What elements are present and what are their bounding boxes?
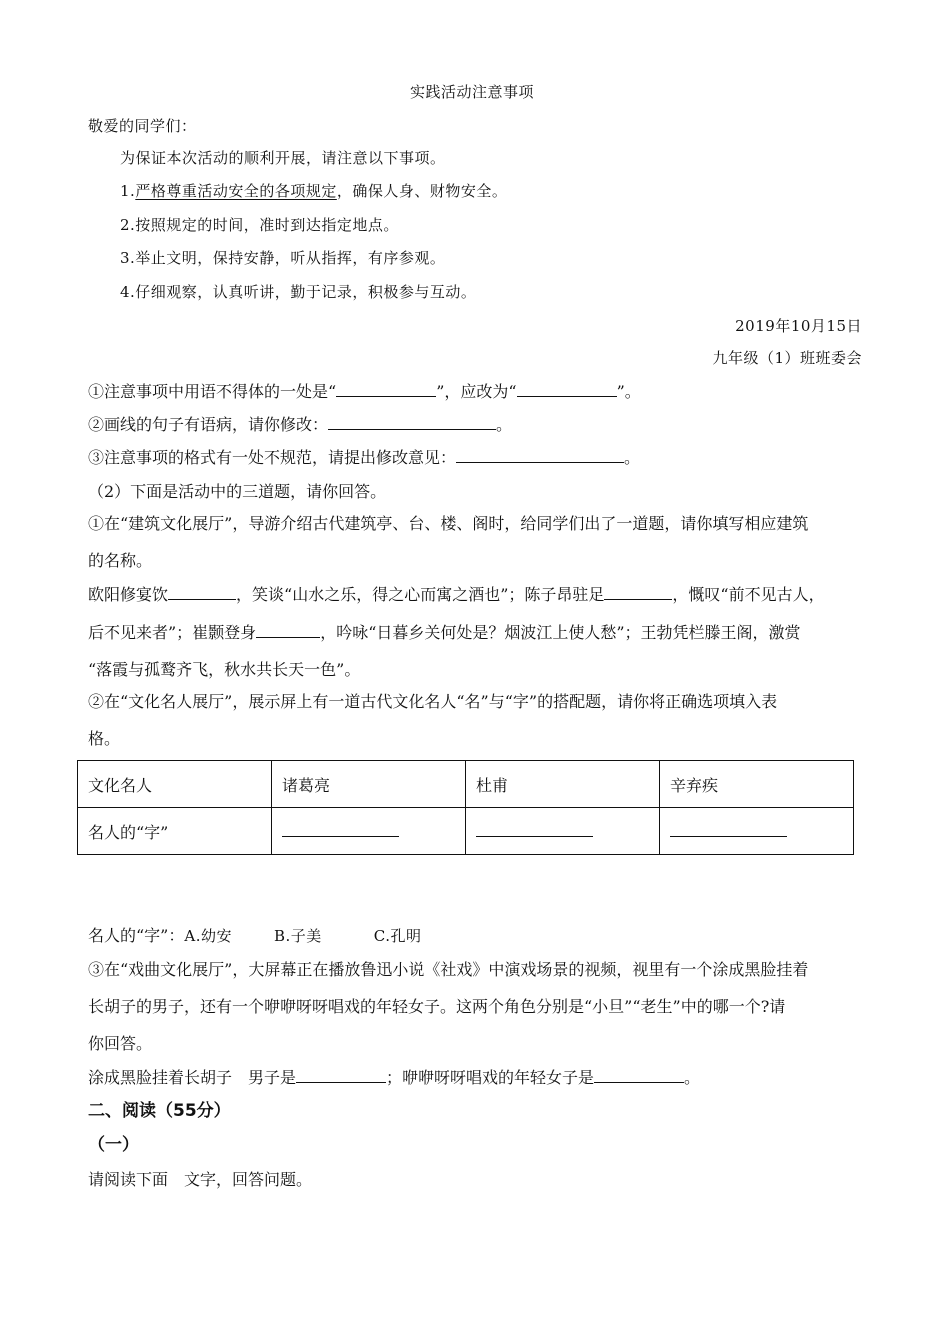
- q1-blank-1[interactable]: [336, 382, 436, 397]
- q2-text-a: ②画线的句子有语病，请你修改：: [88, 415, 329, 434]
- p1-fill1-text-c: ，慨叹“前不见古人，: [672, 585, 825, 604]
- q3-text-b: 。: [624, 448, 641, 467]
- notice-intro: 为保证本次活动的顺利开展，请注意以下事项。: [120, 149, 446, 167]
- notice-signature: 九年级（1）班班委会: [712, 349, 862, 367]
- p1-line-2: 的名称。: [88, 551, 153, 570]
- notice-item-2: 2.按照规定的时间，准时到达指定地点。: [120, 216, 399, 234]
- p3-line-1: ③在“戏曲文化展厅”，大屏幕正在播放鲁迅小说《社戏》中演戏场景的视频，视里有一个涂成黑脸挂着: [88, 960, 809, 979]
- p1-fill-line-3: “落霞与孤鹜齐飞，秋水共长天一色”。: [88, 660, 361, 679]
- answer-blank[interactable]: [476, 822, 593, 837]
- question-3: [88, 448, 640, 468]
- table-answer-cell[interactable]: [272, 808, 466, 855]
- p3-blank-1[interactable]: [296, 1068, 386, 1083]
- item-1-number: 1.: [120, 182, 136, 200]
- table-answer-cell[interactable]: [660, 808, 854, 855]
- p3-answer-text-c: 。: [684, 1068, 701, 1087]
- question-1: [88, 382, 641, 402]
- name-courtesy-table: [77, 760, 854, 855]
- notice-title: 实践活动注意事项: [410, 83, 535, 101]
- p3-answer-text-b: ；咿咿呀呀唱戏的年轻女子是: [386, 1068, 595, 1087]
- option-c: C.孔明: [373, 927, 422, 945]
- q1-text-b: ”，应改为“: [436, 382, 517, 401]
- q1-blank-2[interactable]: [517, 382, 617, 397]
- notice-date: 2019年10月15日: [735, 317, 862, 335]
- underlined-sentence: 严格尊重活动安全的各项规定: [135, 182, 337, 200]
- options-line: [88, 926, 422, 946]
- q3-blank[interactable]: [456, 448, 624, 463]
- p3-answer-line: [88, 1068, 700, 1088]
- q2-text-b: 。: [496, 415, 513, 434]
- p1-line-1: ①在“建筑文化展厅”，导游介绍古代建筑亭、台、楼、阁时，给同学们出了一道题，请你填写相应建筑: [88, 514, 809, 533]
- table-row: [78, 761, 854, 808]
- p1-fill1-text-b: ，笑谈“山水之乐，得之心而寓之酒也”；陈子昂驻足: [236, 585, 605, 604]
- p1-fill-line-2: [88, 623, 801, 643]
- p2-line-1: ②在“文化名人展厅”，展示屏上有一道古代文化名人“名”与“字”的搭配题，请你将正确选项填入表: [88, 692, 778, 711]
- p3-line-2: 长胡子的男子，还有一个咿咿呀呀唱戏的年轻女子。这两个角色分别是“小旦”“老生”中的哪一个?请: [88, 997, 786, 1016]
- table-header-cell: 文化名人: [78, 761, 272, 808]
- p3-answer-text-a: 涂成黑脸挂着长胡子 男子是: [88, 1068, 297, 1087]
- question-2: [88, 415, 512, 435]
- options-label: 名人的“字”：: [88, 926, 185, 945]
- reading-section-title: 二、阅读（55分）: [88, 1101, 231, 1121]
- option-b: B.子美: [273, 927, 322, 945]
- q1-text-c: ”。: [616, 382, 641, 401]
- q1-text-a: ①注意事项中用语不得体的一处是“: [88, 382, 337, 401]
- reading-instruction: 请阅读下面 文字，回答问题。: [88, 1170, 313, 1189]
- p1-fill2-text-b: ，吟咏“日暮乡关何处是？烟波江上使人愁”；王勃凭栏滕王阁，激赏: [320, 623, 801, 642]
- notice-item-1: [120, 181, 507, 201]
- p1-fill1-text-a: 欧阳修宴饮: [88, 585, 169, 604]
- p3-line-3: 你回答。: [88, 1034, 153, 1053]
- answer-blank[interactable]: [670, 822, 787, 837]
- q3-text-a: ③注意事项的格式有一处不规范，请提出修改意见：: [88, 448, 457, 467]
- p1-blank-2[interactable]: [604, 585, 672, 600]
- notice-greeting: 敬爱的同学们：: [88, 117, 197, 135]
- q2-blank[interactable]: [328, 415, 496, 430]
- p2-line-2: 格。: [88, 729, 121, 748]
- p1-blank-1[interactable]: [168, 585, 236, 600]
- table-answer-cell[interactable]: [466, 808, 660, 855]
- table-header-cell: 诸葛亮: [272, 761, 466, 808]
- answer-blank[interactable]: [282, 822, 399, 837]
- p1-blank-3[interactable]: [256, 623, 320, 638]
- table-header-cell: 杜甫: [466, 761, 660, 808]
- p1-fill2-text-a: 后不见来者”；崔颢登身: [88, 623, 257, 642]
- table-header-cell: 辛弃疾: [660, 761, 854, 808]
- reading-sub-title: （一）: [88, 1135, 139, 1155]
- option-a: A.幼安: [184, 927, 232, 945]
- p3-blank-2[interactable]: [594, 1068, 684, 1083]
- p1-fill-line-1: [88, 585, 825, 605]
- table-row-label: 名人的“字”: [78, 808, 272, 855]
- part-2-heading: （2）下面是活动中的三道题，请你回答。: [88, 482, 387, 501]
- table-row: [78, 808, 854, 855]
- notice-item-3: 3.举止文明，保持安静，听从指挥，有序参观。: [120, 249, 446, 267]
- notice-item-4: 4.仔细观察，认真听讲，勤于记录，积极参与互动。: [120, 283, 477, 301]
- item-1-rest: ，确保人身、财物安全。: [336, 182, 508, 200]
